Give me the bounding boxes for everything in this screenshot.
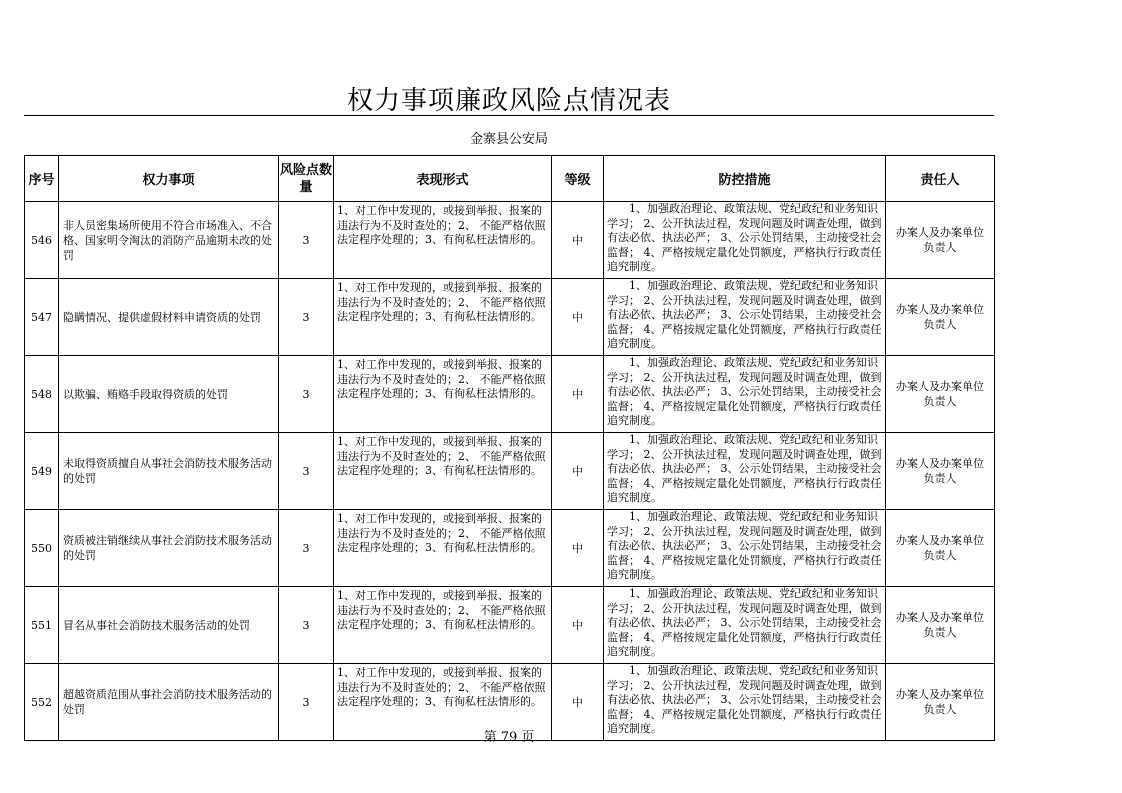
table-row	[25, 202, 995, 279]
table-row	[25, 587, 995, 664]
cell-measure: 1、加强政治理论、政策法规、党纪政纪和业务知识学习； 2、公开执法过程，发现问题及时调查处理，做到有法必依、执法必严； 3、公示处罚结果，主动接受社会监督； 4、严格按规定量化处罚额度，严格执行行政责任追究制度。	[604, 510, 886, 587]
cell-form: 1、对工作中发现的，或接到举报、报案的违法行为不及时查处的；2、 不能严格依照法定程序处理的；3、有徇私枉法情形的。	[334, 356, 552, 433]
header-count: 风险点数量	[279, 156, 334, 202]
cell-count: 3	[279, 664, 334, 741]
cell-responsible: 办案人及办案单位负责人	[886, 510, 995, 587]
header-item: 权力事项	[59, 156, 279, 202]
cell-form: 1、对工作中发现的，或接到举报、报案的违法行为不及时查处的；2、 不能严格依照法定程序处理的；3、有徇私枉法情形的。	[334, 510, 552, 587]
cell-measure: 1、加强政治理论、政策法规、党纪政纪和业务知识学习； 2、公开执法过程，发现问题及时调查处理，做到有法必依、执法必严； 3、公示处罚结果，主动接受社会监督； 4、严格按规定量化处罚额度，严格执行行政责任追究制度。	[604, 664, 886, 741]
cell-measure: 1、加强政治理论、政策法规、党纪政纪和业务知识学习； 2、公开执法过程，发现问题及时调查处理，做到有法必依、执法必严； 3、公示处罚结果，主动接受社会监督； 4、严格按规定量化处罚额度，严格执行行政责任追究制度。	[604, 202, 886, 279]
table-row	[25, 279, 995, 356]
cell-responsible: 办案人及办案单位负责人	[886, 356, 995, 433]
cell-item: 未取得资质擅自从事社会消防技术服务活动的处罚	[59, 433, 279, 510]
cell-responsible: 办案人及办案单位负责人	[886, 279, 995, 356]
cell-item: 非人员密集场所使用不符合市场准入、不合格、国家明令淘汰的消防产品逾期未改的处罚	[59, 202, 279, 279]
cell-item: 超越资质范围从事社会消防技术服务活动的处罚	[59, 664, 279, 741]
header-measure: 防控措施	[604, 156, 886, 202]
cell-level: 中	[552, 510, 604, 587]
cell-count: 3	[279, 433, 334, 510]
table-row	[25, 433, 995, 510]
cell-level: 中	[552, 433, 604, 510]
cell-responsible: 办案人及办案单位负责人	[886, 664, 995, 741]
cell-measure: 1、加强政治理论、政策法规、党纪政纪和业务知识学习； 2、公开执法过程，发现问题及时调查处理，做到有法必依、执法必严； 3、公示处罚结果，主动接受社会监督； 4、严格按规定量化处罚额度，严格执行行政责任追究制度。	[604, 587, 886, 664]
header-no: 序号	[25, 156, 59, 202]
cell-count: 3	[279, 587, 334, 664]
cell-item: 以欺骗、贿赂手段取得资质的处罚	[59, 356, 279, 433]
cell-no: 549	[25, 433, 59, 510]
cell-no: 547	[25, 279, 59, 356]
cell-level: 中	[552, 664, 604, 741]
cell-no: 548	[25, 356, 59, 433]
cell-item: 冒名从事社会消防技术服务活动的处罚	[59, 587, 279, 664]
table-row	[25, 356, 995, 433]
cell-form: 1、对工作中发现的，或接到举报、报案的违法行为不及时查处的；2、 不能严格依照法定程序处理的；3、有徇私枉法情形的。	[334, 202, 552, 279]
table-row	[25, 510, 995, 587]
header-level: 等级	[552, 156, 604, 202]
cell-count: 3	[279, 356, 334, 433]
cell-count: 3	[279, 510, 334, 587]
header-form: 表现形式	[334, 156, 552, 202]
table-header-row	[25, 156, 995, 202]
cell-responsible: 办案人及办案单位负责人	[886, 433, 995, 510]
page-subtitle: 金寨县公安局	[469, 132, 548, 147]
page-footer: 第 79 页	[483, 730, 535, 745]
cell-level: 中	[552, 356, 604, 433]
cell-form: 1、对工作中发现的，或接到举报、报案的违法行为不及时查处的；2、 不能严格依照法定程序处理的；3、有徇私枉法情形的。	[334, 433, 552, 510]
cell-no: 546	[25, 202, 59, 279]
cell-measure: 1、加强政治理论、政策法规、党纪政纪和业务知识学习； 2、公开执法过程，发现问题及时调查处理，做到有法必依、执法必严； 3、公示处罚结果，主动接受社会监督； 4、严格按规定量化处罚额度，严格执行行政责任追究制度。	[604, 279, 886, 356]
cell-no: 552	[25, 664, 59, 741]
cell-no: 551	[25, 587, 59, 664]
cell-no: 550	[25, 510, 59, 587]
cell-item: 资质被注销继续从事社会消防技术服务活动的处罚	[59, 510, 279, 587]
risk-table	[24, 155, 995, 741]
cell-responsible: 办案人及办案单位负责人	[886, 587, 995, 664]
page-title: 权力事项廉政风险点情况表	[346, 86, 671, 116]
cell-item: 隐瞒情况、提供虚假材料申请资质的处罚	[59, 279, 279, 356]
cell-form: 1、对工作中发现的，或接到举报、报案的违法行为不及时查处的；2、 不能严格依照法定程序处理的；3、有徇私枉法情形的。	[334, 279, 552, 356]
cell-level: 中	[552, 587, 604, 664]
cell-form: 1、对工作中发现的，或接到举报、报案的违法行为不及时查处的；2、 不能严格依照法定程序处理的；3、有徇私枉法情形的。	[334, 587, 552, 664]
cell-level: 中	[552, 202, 604, 279]
title-divider	[24, 115, 994, 116]
cell-form: 1、对工作中发现的，或接到举报、报案的违法行为不及时查处的；2、 不能严格依照法定程序处理的；3、有徇私枉法情形的。	[334, 664, 552, 741]
header-responsible: 责任人	[886, 156, 995, 202]
cell-measure: 1、加强政治理论、政策法规、党纪政纪和业务知识学习； 2、公开执法过程，发现问题及时调查处理，做到有法必依、执法必严； 3、公示处罚结果，主动接受社会监督； 4、严格按规定量化处罚额度，严格执行行政责任追究制度。	[604, 433, 886, 510]
cell-level: 中	[552, 279, 604, 356]
cell-responsible: 办案人及办案单位负责人	[886, 202, 995, 279]
cell-count: 3	[279, 202, 334, 279]
cell-measure: 1、加强政治理论、政策法规、党纪政纪和业务知识学习； 2、公开执法过程，发现问题及时调查处理，做到有法必依、执法必严； 3、公示处罚结果，主动接受社会监督； 4、严格按规定量化处罚额度，严格执行行政责任追究制度。	[604, 356, 886, 433]
cell-count: 3	[279, 279, 334, 356]
